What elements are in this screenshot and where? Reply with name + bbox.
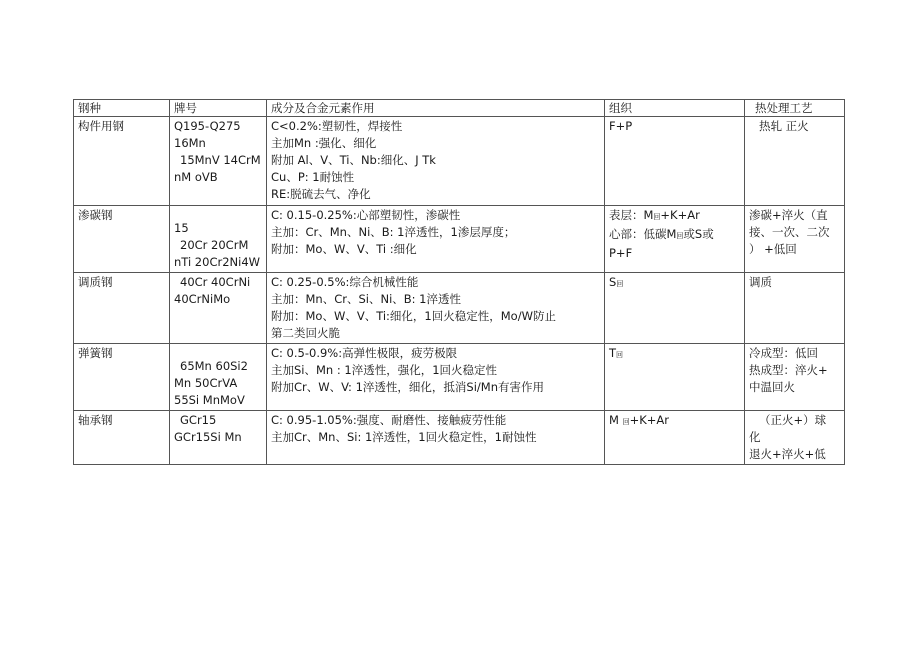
composition-cell: C: 0.15-0.25%:心部塑韧性，渗碳性 主加：Cr、Mn、Ni、B: 1淬透性，1渗层厚度； 附加：Mo、W、V、Ti :细化: [267, 206, 605, 273]
structure-cell: 表层：M回+K+Ar 心部：低碳M回或S或 P+F: [605, 206, 745, 273]
steel-type-cell: 渗碳钢: [74, 206, 170, 273]
structure-cell: M 回+K+Ar: [605, 411, 745, 465]
composition-cell: C: 0.95-1.05%:强度、耐磨性、接触疲劳性能 主加Cr、Mn、Si: 1淬透性，1回火稳定性，1耐蚀性: [267, 411, 605, 465]
grade-cell: 15 20Cr 20CrM nTi 20Cr2Ni4W: [170, 206, 267, 273]
steel-classification-table: [73, 99, 845, 465]
header-steel-type: 钢种: [74, 100, 170, 117]
structure-cell: F+P: [605, 117, 745, 206]
grade-cell: 65Mn 60Si2 Mn 50CrVA 55Si MnMoV: [170, 344, 267, 411]
grade-cell: 40Cr 40CrNi 40CrNiMo: [170, 273, 267, 344]
header-row: [74, 100, 845, 117]
composition-cell: C: 0.5-0.9%:高弹性极限，疲劳极限 主加Si、Mn : 1淬透性，强化，1回火稳定性 附加Cr、W、V: 1淬透性，细化，抵消Si/Mn有害作用: [267, 344, 605, 411]
steel-type-cell: 构件用钢: [74, 117, 170, 206]
table-row: [74, 206, 845, 273]
grade-cell: Q195-Q275 16Mn 15MnV 14CrM nM oVB: [170, 117, 267, 206]
structure-cell: S回: [605, 273, 745, 344]
heat-treatment-cell: 渗碳+淬火（直 接、一次、二次 ） +低回: [745, 206, 845, 273]
steel-type-cell: 调质钢: [74, 273, 170, 344]
table-row: [74, 344, 845, 411]
header-structure: 组织: [605, 100, 745, 117]
grade-cell: GCr15 GCr15Si Mn: [170, 411, 267, 465]
header-grade: 牌号: [170, 100, 267, 117]
table-row: [74, 117, 845, 206]
heat-treatment-cell: 冷成型：低回 热成型：淬火+ 中温回火: [745, 344, 845, 411]
table-row: [74, 273, 845, 344]
steel-type-cell: 弹簧钢: [74, 344, 170, 411]
header-heat-treatment: 热处理工艺: [745, 100, 845, 117]
composition-cell: C<0.2%:塑韧性，焊接性 主加Mn :强化、细化 附加 Al、V、Ti、Nb:细化、J Tk Cu、P: 1耐蚀性 RE:脱硫去气、净化: [267, 117, 605, 206]
steel-type-cell: 轴承钢: [74, 411, 170, 465]
heat-treatment-cell: （正火+）球 化 退火+淬火+低: [745, 411, 845, 465]
header-composition: 成分及合金元素作用: [267, 100, 605, 117]
table-row: [74, 411, 845, 465]
structure-cell: T回: [605, 344, 745, 411]
heat-treatment-cell: 调质: [745, 273, 845, 344]
composition-cell: C: 0.25-0.5%:综合机械性能 主加：Mn、Cr、Si、Ni、B: 1淬透性 附加：Mo、W、V、Ti:细化，1回火稳定性，Mo/W防止 第二类回火脆: [267, 273, 605, 344]
heat-treatment-cell: 热轧 正火: [745, 117, 845, 206]
